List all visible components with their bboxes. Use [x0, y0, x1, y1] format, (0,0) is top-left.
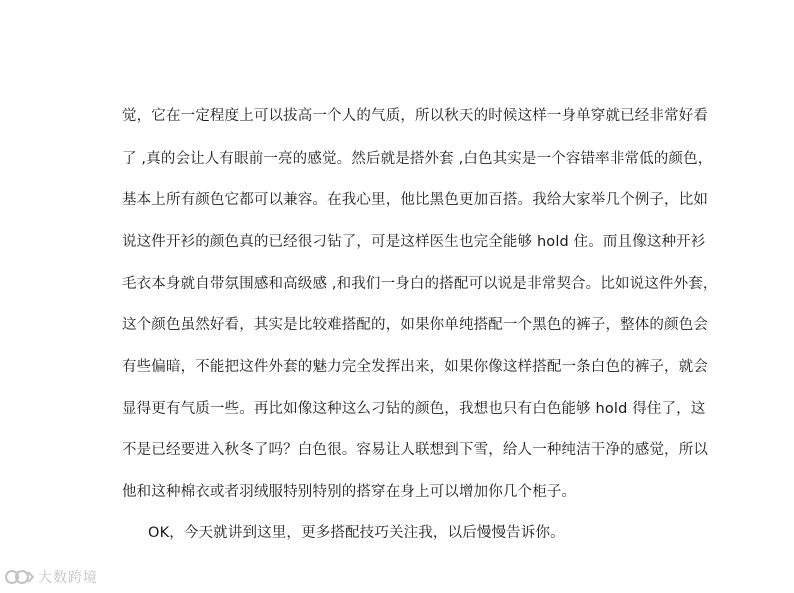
paragraph-line: 说这件开衫的颜色真的已经很刁钻了，可是这样医生也完全能够 hold 住。而且像这种开衫 — [122, 234, 706, 250]
paragraph-line: 觉，它在一定程度上可以拔高一个人的气质，所以秋天的时候这样一身单穿就已经非常好看 — [122, 108, 708, 124]
paragraph-line: 基本上所有颜色它都可以兼容。在我心里，他比黑色更加百搭。我给大家举几个例子，比如 — [122, 192, 708, 208]
paragraph-line: 毛衣本身就自带氛围感和高级感 ,和我们一身白的搭配可以说是非常契合。比如说这件外套， — [122, 276, 718, 292]
closing-line: OK，今天就讲到这里，更多搭配技巧关注我，以后慢慢告诉你。 — [148, 525, 565, 541]
paragraph-line: 不是已经要进入秋冬了吗？白色很。容易让人联想到下雪，给人一种纯洁干净的感觉，所以 — [122, 442, 708, 458]
paragraph-line: 了 ,真的会让人有眼前一亮的感觉。然后就是搭外套 ,白色其实是一个容错率非常低的颜色， — [122, 151, 713, 167]
paragraph-line: 他和这种棉衣或者羽绒服特别特别的搭穿在身上可以增加你几个柜子。 — [122, 484, 577, 500]
paragraph-line: 显得更有气质一些。再比如像这种这么刁钻的颜色，我想也只有白色能够 hold 得住了，这 — [122, 401, 706, 417]
paragraph-line: 有些偏暗，不能把这件外套的魅力完全发挥出来，如果你像这样搭配一条白色的裤子，就会 — [122, 359, 708, 375]
watermark-text: 大数跨境 — [38, 570, 98, 586]
brand-logo-icon — [4, 569, 34, 585]
paragraph-line: 这个颜色虽然好看，其实是比较难搭配的，如果你单纯搭配一个黑色的裤子，整体的颜色会 — [122, 317, 708, 333]
watermark — [4, 566, 98, 588]
